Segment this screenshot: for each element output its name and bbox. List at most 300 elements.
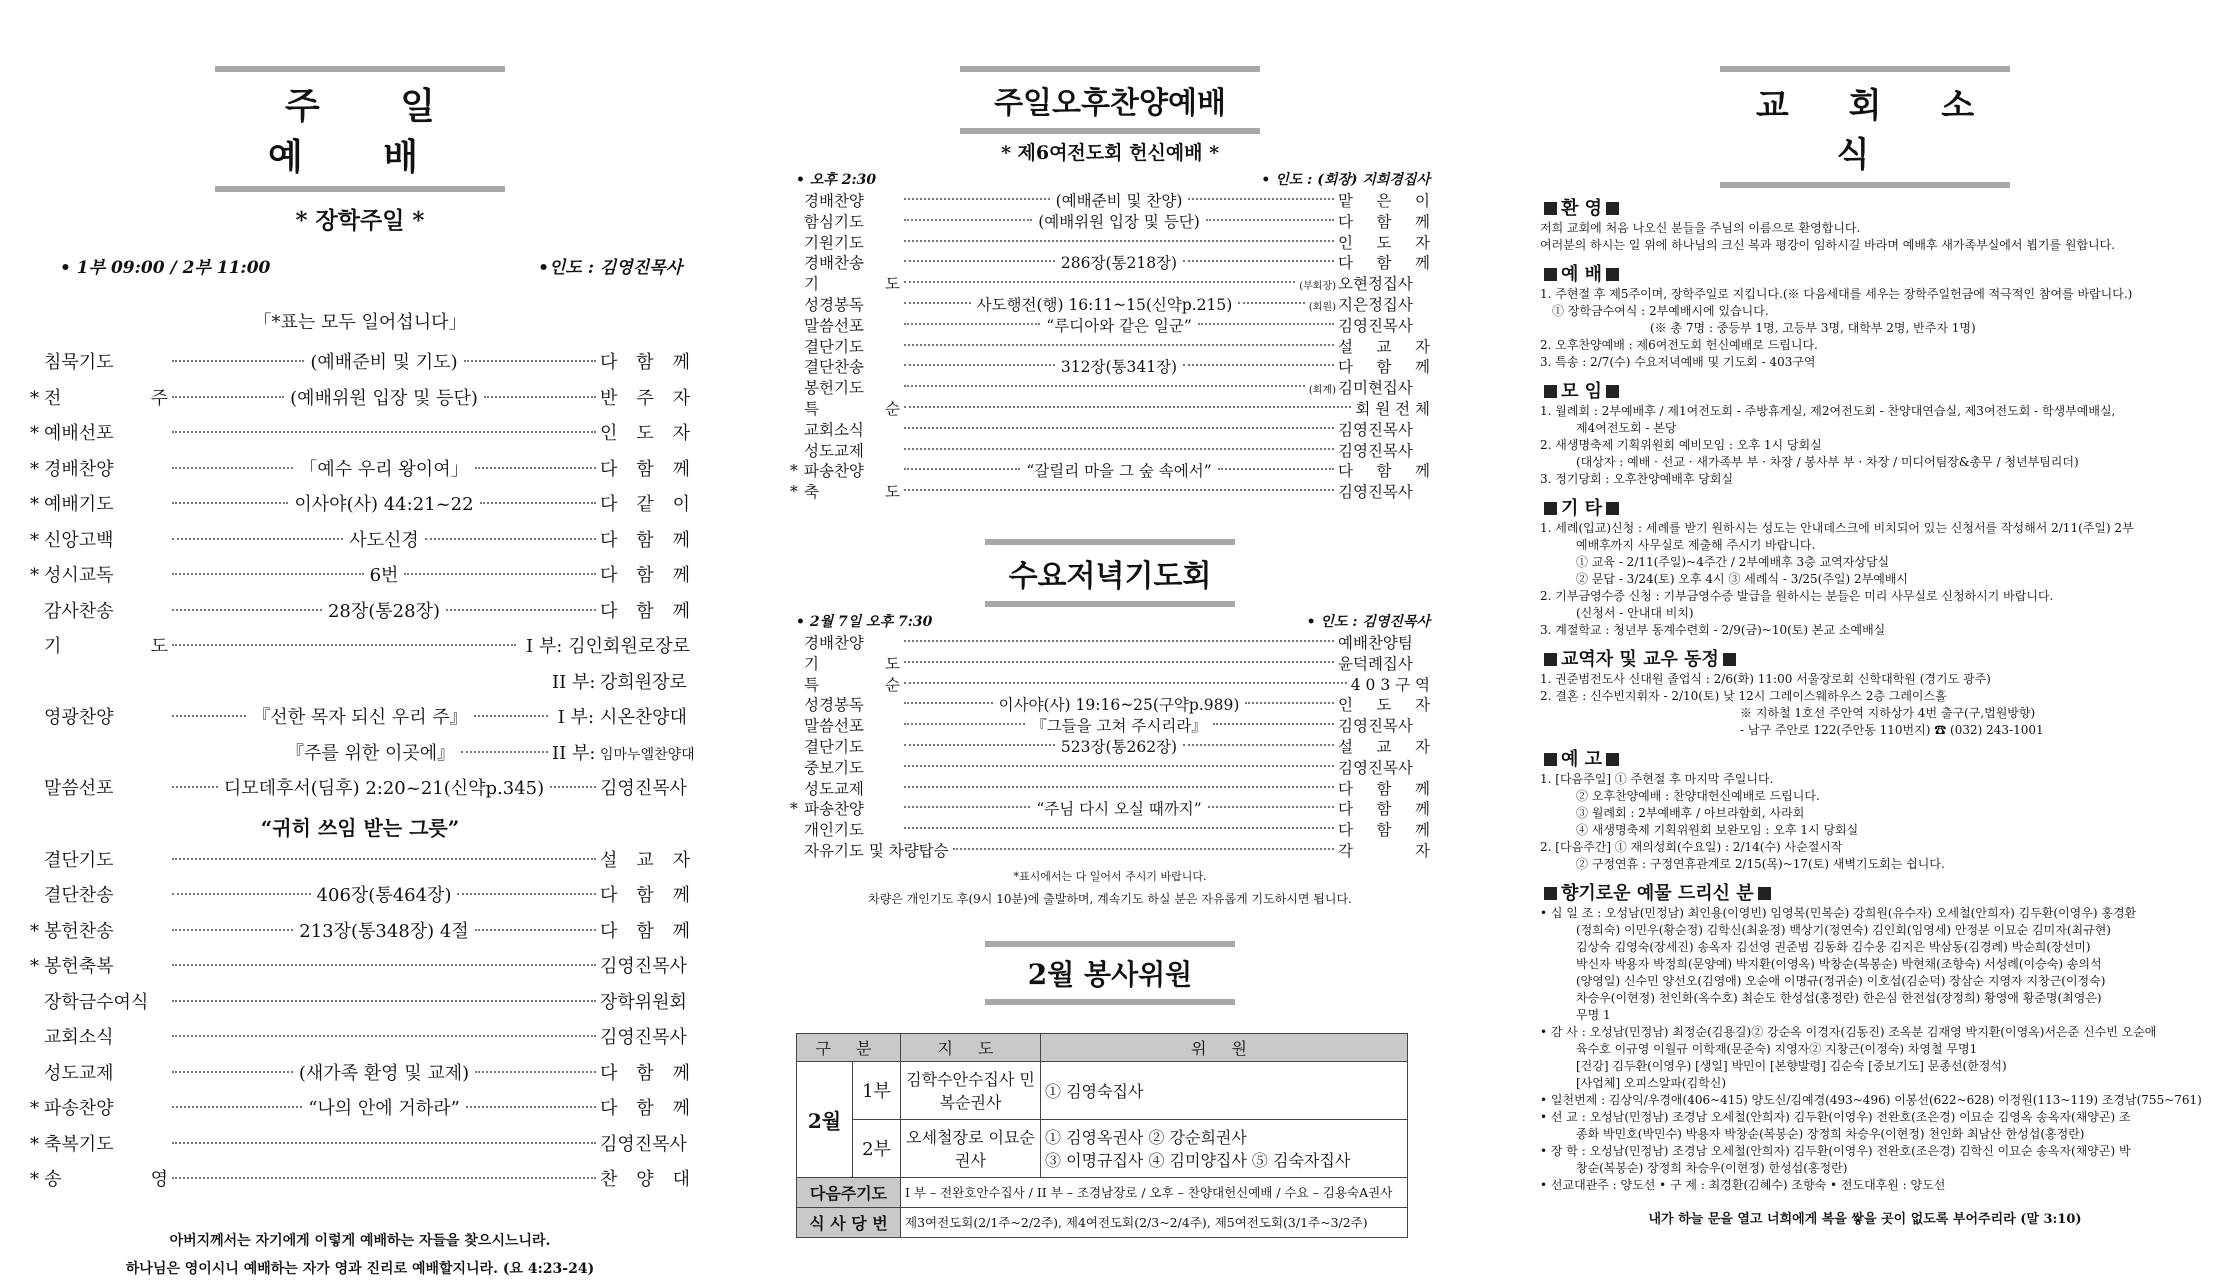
item-person: 다 같 이 xyxy=(600,494,690,515)
church-news-column xyxy=(1540,0,2202,1227)
news-section-heading xyxy=(1540,500,2190,517)
role-label: (회계) xyxy=(1308,385,1336,397)
item-label: 성도교제 xyxy=(804,441,864,460)
order-row xyxy=(30,988,690,1024)
item-person: 다 함 께 xyxy=(600,352,690,373)
item-detail: 28장(통28장) xyxy=(327,600,441,622)
news-section-title: 모 임 xyxy=(1561,381,1603,402)
item-label: 경배찬양 xyxy=(804,633,864,652)
stand-marker: * xyxy=(30,920,39,942)
church-news-title: 교 회 소 식 xyxy=(1755,86,1999,175)
leader-dots xyxy=(475,467,596,469)
news-line: 1. 권준범전도사 신대원 졸업식 : 2/6(화) 11:00 서울장로회 신학대학원 (경기도 광주) xyxy=(1540,672,1991,686)
item-label: 결단기도 xyxy=(44,849,114,871)
wednesday-prayer-title: 수요저녁기도회 xyxy=(1008,558,1212,594)
leader-dots xyxy=(904,468,1020,470)
order-row xyxy=(30,703,690,739)
news-section-heading xyxy=(1540,885,2190,902)
leader-dots xyxy=(1213,723,1334,725)
leader-dots xyxy=(425,538,596,540)
table-next-week-value: I 부 – 전완호안수집사 / II 부 – 조경남장로 / 오후 – 찬양대헌신예배 / 수요 – 김용숙A권사 xyxy=(901,1177,1408,1207)
leader-dots xyxy=(904,640,1334,642)
leader-dots xyxy=(172,360,304,362)
leader-dots xyxy=(1183,364,1334,366)
item-detail: 사도신경 xyxy=(349,529,419,551)
news-line: • 감 사 : 오성남(민정남) 최정순(김용길)② 강순옥 이경자(김동진) 조옥분 김재영 박지환(이영옥)서은준 신수빈 오순애 xyxy=(1540,1025,2157,1039)
item-person: 다 함 께 xyxy=(1338,821,1430,840)
table-part-2-members xyxy=(1041,1119,1408,1177)
item-label: 말씀선포 xyxy=(804,717,864,736)
news-line: 육수호 이규영 이월규 이학재(문준숙) 지영자② 지창근(이정숙) 차영철 무명1 xyxy=(1576,1042,1978,1056)
item-detail: “갈릴리 마을 그 숲 속에서” xyxy=(1026,462,1212,481)
item-label: 성도교제 xyxy=(44,1062,114,1084)
item-person: 각 자 xyxy=(1338,841,1430,860)
news-line: ① 장학금수여식 : 2부예배시에 있습니다. xyxy=(1552,304,1769,318)
order-row xyxy=(30,561,690,597)
stand-marker: * xyxy=(30,1133,39,1155)
square-bullet-icon xyxy=(1606,753,1619,766)
afternoon-time-row xyxy=(790,169,1430,189)
item-person: 김영진목사 xyxy=(1338,441,1413,460)
leader-dots xyxy=(904,281,1295,283)
leader-dots xyxy=(550,786,596,788)
news-section-title: 기 타 xyxy=(1561,498,1603,519)
order-row xyxy=(30,739,695,775)
afternoon-worship-title: 주일오후찬양예배 xyxy=(994,86,1226,121)
item-label: 교회소식 xyxy=(44,1027,114,1048)
item-person: 시온찬양대 xyxy=(600,707,687,728)
square-bullet-icon xyxy=(1606,385,1619,398)
news-line: 3. 특송 : 2/7(수) 수요저녁예배 및 기도회 - 403구역 xyxy=(1540,355,1816,369)
item-label: 결단찬송 xyxy=(804,358,864,377)
order-row xyxy=(30,455,690,491)
item-person: 다 함 께 xyxy=(600,458,691,480)
leader-dots xyxy=(172,1071,293,1073)
leader-dots xyxy=(172,1177,596,1179)
item-person: 인 도 자 xyxy=(600,423,690,444)
item-person: 김인회원로장로 xyxy=(568,636,690,657)
leader-dots xyxy=(475,929,596,931)
stand-marker: * xyxy=(30,494,39,515)
sunday-worship-title-box xyxy=(215,66,505,192)
item-label: 성도교제 xyxy=(804,779,864,798)
table-part-1-members: ① 김영숙집사 xyxy=(1041,1061,1408,1119)
leader-dots xyxy=(1183,260,1334,262)
item-person: 다 함 께 xyxy=(1338,212,1431,231)
news-line: ※ 지하철 1호선 주안역 지하상가 4번 출구(구,법원방향) xyxy=(1740,706,2036,720)
item-person: 김영진목사 xyxy=(600,778,687,799)
square-bullet-icon xyxy=(1544,887,1557,900)
news-line: ② 문답 - 3/24(토) 오후 4시 ③ 세례식 - 3/25(주일) 2부예배시 xyxy=(1576,572,1909,586)
item-label: 봉헌기도 xyxy=(804,379,864,398)
news-line: 김상숙 김영숙(장세진) 송옥자 김선영 권준범 김동화 김수웅 김지은 박삼동(김경례) 박순희(장선미) xyxy=(1576,940,2091,954)
news-line: 차승우(이현정) 천인화(옥수호) 최순도 한성섭(홍정란) 한은심 한전섭(장정희) 황영애 황준명(최영은) xyxy=(1576,991,2102,1005)
item-person: 김영진목사 xyxy=(600,956,687,977)
leader-dots xyxy=(904,260,1055,262)
item-detail: 406장(통464장) xyxy=(316,885,452,906)
leader-dots xyxy=(904,723,1025,725)
order-row xyxy=(790,314,1430,335)
item-detail: 『주를 위한 이곳에』 xyxy=(286,742,456,764)
leader-dots xyxy=(1206,219,1334,221)
news-section-title: 예 배 xyxy=(1561,264,1603,285)
item-detail: 사도행전(행) 16:11~15(신약p.215) xyxy=(976,295,1233,314)
item-person: 김영진목사 xyxy=(1338,717,1413,736)
order-row xyxy=(790,210,1430,231)
item-detail: “주님 다시 오실 때까지” xyxy=(1036,800,1202,819)
item-label: 감사찬송 xyxy=(44,600,114,622)
leader-dots xyxy=(172,786,218,788)
item-label: 결단기도 xyxy=(804,737,864,756)
item-detail: (새가족 환영 및 교제) xyxy=(298,1062,470,1084)
stand-marker: * xyxy=(30,387,39,409)
role-label: (회원) xyxy=(1308,301,1336,313)
item-person: 김영진목사 xyxy=(1338,758,1413,777)
item-label: 개인기도 xyxy=(804,821,864,840)
leader-dots xyxy=(172,1000,596,1002)
news-section xyxy=(1540,883,2202,1194)
order-row xyxy=(790,839,1430,860)
item-person: 설 교 자 xyxy=(1338,737,1430,756)
table-meal-label: 식 사 당 번 xyxy=(797,1207,901,1237)
item-detail: 312장(통341장) xyxy=(1060,358,1178,377)
item-detail: (예배위원 입장 및 등단) xyxy=(1038,212,1200,231)
item-label: 기 도 xyxy=(44,636,168,657)
item-label: 경배찬양 xyxy=(804,192,864,210)
item-detail: 이사야(사) 44:21~22 xyxy=(294,494,474,515)
news-line: (신청서 - 안내대 비치) xyxy=(1576,606,1694,620)
afternoon-worship-theme: * 제6여전도회 헌신예배 * xyxy=(1000,142,1220,164)
item-person: 다 함 께 xyxy=(1338,254,1430,273)
item-label: 파송찬양 xyxy=(44,1098,114,1119)
order-row xyxy=(30,1165,690,1201)
order-row xyxy=(790,693,1430,714)
item-label: 결단기도 xyxy=(804,337,864,356)
item-person: 다 함 께 xyxy=(600,885,691,906)
news-section-title: 예 고 xyxy=(1561,749,1603,770)
order-row xyxy=(30,774,690,810)
item-label: 영광찬양 xyxy=(44,707,114,728)
news-section-title: 향기로운 예물 드리신 분 xyxy=(1561,883,1754,904)
part-label: I 부: xyxy=(525,636,563,657)
leader-dots xyxy=(904,406,1351,408)
order-row xyxy=(790,272,1430,293)
leader-dots xyxy=(172,1106,302,1108)
news-line: 2. 오후찬양예배 : 제6여전도회 헌신예배로 드립니다. xyxy=(1540,338,1818,352)
item-label: 경배찬송 xyxy=(804,254,864,273)
item-person: 다 함 께 xyxy=(600,529,690,551)
square-bullet-icon xyxy=(1758,887,1771,900)
leader-dots xyxy=(172,1142,596,1144)
news-line: 창순(복봉순) 장정희 차승우(이현정) 한성섭(홍정란) xyxy=(1576,1161,1848,1175)
item-detail: (예배위원 입장 및 등단) xyxy=(290,387,478,409)
table-part-2: 2부 xyxy=(853,1119,901,1177)
leader-dots xyxy=(1245,702,1334,704)
order-row xyxy=(30,384,690,420)
item-detail: 523장(통262장) xyxy=(1060,737,1178,756)
news-line: 3. 계절학교 : 청년부 동계수련회 - 2/9(금)~10(토) 본교 소예배실 xyxy=(1540,623,1886,637)
order-row xyxy=(30,419,690,455)
stand-marker: * xyxy=(790,800,798,819)
stand-marker: * xyxy=(30,1098,39,1119)
order-row xyxy=(30,632,690,668)
item-label: 함심기도 xyxy=(804,212,864,231)
scripture-footer xyxy=(30,1227,690,1283)
sunday-worship-column xyxy=(30,0,695,1283)
square-bullet-icon xyxy=(1723,653,1736,666)
news-line: • 장 학 : 오성남(민정남) 조경남 오세철(안희자) 김두환(이영우) 전완호(조은경) 김학신 이묘순 송옥자(채양곤) 박 xyxy=(1540,1144,2131,1158)
leader-dots xyxy=(172,396,284,398)
item-person: 다 함 께 xyxy=(600,600,690,622)
item-person: 김영진목사 xyxy=(1338,420,1413,439)
leader-dots xyxy=(904,489,1334,491)
item-person: 다 함 께 xyxy=(1338,358,1430,377)
square-bullet-icon xyxy=(1544,502,1557,515)
item-detail: 『그들을 고쳐 주시리라』 xyxy=(1031,717,1207,736)
news-line: 여러분의 하시는 일 위에 하나님의 크신 복과 평강이 임하시길 바라며 예배후 새가족부실에서 뵙기를 원합니다. xyxy=(1540,238,2116,252)
item-detail: 213장(통348장) 4절 xyxy=(299,920,469,942)
leader-dots xyxy=(904,344,1334,346)
item-label: 예배선포 xyxy=(44,423,114,444)
stand-note-small: *표시에서는 다 일어서 주시기 바랍니다. xyxy=(1013,869,1207,883)
stand-marker: * xyxy=(30,529,39,551)
leader-dots xyxy=(904,448,1334,450)
news-line: • 선교대관주 : 양도선 • 구 제 : 최경환(김혜수) 조향숙 • 전도대후원 : 양도선 xyxy=(1540,1178,1946,1192)
news-line: • 일천번제 : 김상익/우경애(406~415) 양도신/김예경(493~496) 이봉선(622~628) 이정원(113~119) 조경남(755~761) xyxy=(1540,1093,2202,1107)
leader-dots xyxy=(904,240,1334,242)
item-person: 오현정집사 xyxy=(1338,275,1413,294)
leader-dots xyxy=(904,827,1334,829)
stand-marker: * xyxy=(790,483,798,502)
leader-dots xyxy=(172,644,516,646)
item-label: 특 순 xyxy=(804,399,900,418)
leader-dots xyxy=(904,682,1347,684)
item-detail: 이사야(사) 19:16~25(구약p.989) xyxy=(998,696,1240,715)
leader-dots xyxy=(904,806,1030,808)
news-line: (양영일) 신수민 양선오(김영애) 오순애 이명규(정귀순) 이호섭(김순덕) 장삼순 지영자 지창근(이정숙) xyxy=(1576,974,2106,988)
order-row xyxy=(790,714,1430,735)
leader-dots xyxy=(172,467,293,469)
item-person: 다 함 께 xyxy=(600,1062,691,1084)
table-part-2-lead: 오세철장로 이묘순권사 xyxy=(901,1119,1041,1177)
stand-marker: * xyxy=(30,458,39,480)
news-section-heading xyxy=(1540,383,2190,400)
leader-dots xyxy=(172,929,293,931)
news-line: 무명 1 xyxy=(1576,1008,1611,1022)
item-person: 예배찬양팀 xyxy=(1338,633,1413,652)
leader-dots xyxy=(464,360,596,362)
table-header-members: 위 원 xyxy=(1041,1033,1408,1061)
news-line: (정희숙) 이민우(황순정) 김학신(최윤정) 백상기(정연숙) 김인회(임영세) 안정분 이묘순 김미자(최규현) xyxy=(1576,923,2111,937)
news-section-title: 교역자 및 교우 동정 xyxy=(1561,649,1719,670)
order-row xyxy=(30,1130,690,1166)
news-line: 2. 결혼 : 신수빈지휘자 - 2/10(토) 낮 12시 그레이스웨하우스 2층 그레이스홀 xyxy=(1540,689,1947,703)
leader-dots xyxy=(904,302,971,304)
february-volunteers-title: 2월 봉사위원 xyxy=(1027,957,1193,991)
leader-dots xyxy=(172,858,596,860)
order-row xyxy=(790,652,1430,673)
news-section xyxy=(1540,383,2190,488)
item-label: 중보기도 xyxy=(804,758,864,777)
vehicle-note: 차량은 개인기도 후(9시 10분)에 출발하며, 계속기도 하실 분은 자유롭게 기도하시면 됩니다. xyxy=(868,891,1352,906)
leader-dots xyxy=(446,609,596,611)
item-person: 다 함 께 xyxy=(600,565,690,586)
item-label: 기 도 xyxy=(804,275,900,294)
item-person: 김영진목사 xyxy=(600,1027,687,1048)
leader-dots xyxy=(172,573,364,575)
wednesday-leader: • 인도 : 김영진목사 xyxy=(1306,613,1430,630)
square-bullet-icon xyxy=(1544,385,1557,398)
sermon-title: “귀히 쓰임 받는 그릇” xyxy=(260,815,460,840)
item-label: 기원기도 xyxy=(804,233,864,252)
item-label: 기 도 xyxy=(804,654,900,673)
leader-dots xyxy=(172,609,322,611)
item-label: 축복기도 xyxy=(44,1133,114,1155)
item-person: 찬 양 대 xyxy=(600,1169,690,1190)
item-person: 다 함 께 xyxy=(600,920,691,942)
table-part-1: 1부 xyxy=(853,1061,901,1119)
leader-dots xyxy=(904,744,1055,746)
item-label: 말씀선포 xyxy=(804,316,864,335)
item-detail: 「예수 우리 왕이여」 xyxy=(299,458,469,480)
item-label: 축 도 xyxy=(804,483,900,502)
leader-dots xyxy=(904,702,993,704)
leader-dots xyxy=(172,715,246,717)
item-label: 침묵기도 xyxy=(44,352,114,373)
item-person: 설 교 자 xyxy=(1338,337,1430,356)
sunday-worship-title: 주 일 예 배 xyxy=(267,85,470,178)
square-bullet-icon xyxy=(1606,502,1619,515)
wednesday-order xyxy=(790,631,1430,860)
order-row xyxy=(790,673,1430,694)
leader-dots xyxy=(172,538,343,540)
order-row xyxy=(790,376,1430,397)
wednesday-prayer-title-box xyxy=(985,539,1235,607)
item-person: 맡 은 이 xyxy=(1338,192,1431,210)
leader-dots xyxy=(904,765,1334,767)
order-row xyxy=(30,846,690,882)
order-row xyxy=(790,777,1430,798)
leader-dots xyxy=(172,893,311,895)
service-time-row xyxy=(30,253,690,278)
leader-dots xyxy=(1198,323,1334,325)
item-person: 다 함 께 xyxy=(1338,800,1431,819)
news-line: (대상자 : 예배 · 선교 · 새가족부 부 · 차장 / 봉사부 부 · 차장 / 미디어팀장&총무 / 청년부팀리더) xyxy=(1576,455,2079,469)
part-label: II 부: xyxy=(552,742,596,764)
order-row xyxy=(790,797,1430,818)
news-line: ④ 새생명축제 기획위원회 보완모임 : 오후 1시 당회실 xyxy=(1576,823,1859,837)
order-row xyxy=(30,1023,690,1059)
news-line: 1. 월례회 : 2부예배후 / 제1여전도회 - 주방휴게실, 제2여전도회 - 찬양대연습실, 제3여전도회 - 학생부예배실, xyxy=(1540,404,2116,418)
square-bullet-icon xyxy=(1544,268,1557,281)
item-label: 성경봉독 xyxy=(804,295,864,314)
table-part-2-members-line1: ① 김영옥권사 ② 강순희권사 xyxy=(1045,1128,1247,1148)
item-label: 송 영 xyxy=(44,1169,168,1190)
afternoon-leader: • 인도 : (회장) 지희경집사 xyxy=(1261,172,1430,188)
leader-dots xyxy=(904,323,1040,325)
news-section-heading xyxy=(1540,266,2190,283)
news-line: 제4여전도회 - 본당 xyxy=(1576,421,1677,435)
stand-marker: * xyxy=(30,1169,39,1190)
news-section xyxy=(1540,751,2190,873)
news-section-title: 환 영 xyxy=(1561,198,1603,219)
item-person: 윤덕례집사 xyxy=(1338,654,1413,673)
leader-dots xyxy=(172,431,596,433)
leader-dots xyxy=(1208,806,1334,808)
item-person: 장학위원회 xyxy=(600,991,687,1013)
february-volunteers-title-box xyxy=(985,941,1235,1005)
item-detail: 286장(통218장) xyxy=(1060,254,1178,273)
leader-dots xyxy=(461,751,548,753)
leader-dots xyxy=(1188,198,1334,200)
item-person: 회 원 전 체 xyxy=(1355,399,1430,418)
leader-dots xyxy=(904,786,1334,788)
leader-dots xyxy=(475,1071,596,1073)
item-detail: “나의 안에 거하라” xyxy=(308,1098,460,1119)
leader-dots xyxy=(904,427,1334,429)
table-next-week-label: 다음주기도 xyxy=(797,1177,901,1207)
item-person: 김영진목사 xyxy=(600,1133,687,1155)
scripture-line-2: 하나님은 영이시니 예배하는 자가 영과 진리로 예배할지니라. (요 4:23-24) xyxy=(125,1260,595,1277)
news-line: 예배후까지 사무실로 제출해 주시기 바랍니다. xyxy=(1576,538,1816,552)
table-meal-value: 제3여전도회(2/1주~2/2주), 제4여전도회(2/3~2/4주), 제5여전도회(3/1주~3/2주) xyxy=(901,1207,1408,1237)
order-row xyxy=(30,917,690,953)
item-label: 말씀선포 xyxy=(44,778,114,799)
wednesday-time-row xyxy=(790,611,1430,631)
news-line: ② 오후찬양예배 : 찬양대헌신예배로 드립니다. xyxy=(1576,789,1820,803)
scholarship-sunday-theme: * 장학주일 * xyxy=(295,207,425,234)
leader-dots xyxy=(457,893,596,895)
item-label: 성경봉독 xyxy=(804,696,864,715)
item-label: 파송찬양 xyxy=(804,800,864,819)
stand-marker: * xyxy=(30,956,39,977)
church-news-title-box xyxy=(1720,66,2010,188)
item-person: 다 함 께 xyxy=(600,1098,691,1119)
item-person: 임마누엘찬양대 xyxy=(600,746,695,763)
stand-marker: * xyxy=(30,423,39,444)
news-section-heading xyxy=(1540,651,2190,668)
service-leader: •인도 : 김영진목사 xyxy=(538,258,682,278)
table-part-1-lead: 김학수안수집사 민복순권사 xyxy=(901,1061,1041,1119)
leader-dots xyxy=(466,1106,596,1108)
table-month: 2월 xyxy=(797,1061,853,1177)
leader-dots xyxy=(904,385,1305,387)
order-row xyxy=(790,355,1430,376)
leader-dots xyxy=(1238,302,1305,304)
news-section-heading xyxy=(1540,200,2190,217)
leader-dots xyxy=(904,364,1055,366)
order-row xyxy=(790,756,1430,777)
order-of-worship xyxy=(30,348,695,1201)
item-person: 김미현집사 xyxy=(1338,379,1413,398)
order-row xyxy=(790,459,1430,480)
item-label: 파송찬양 xyxy=(804,462,864,481)
news-line: (※ 총 7명 : 중등부 1명, 고등부 3명, 대학부 2명, 반주자 1명) xyxy=(1650,321,1976,335)
order-row xyxy=(30,348,690,384)
square-bullet-icon xyxy=(1544,753,1557,766)
news-line: - 남구 주안로 122(주안동 110번지) ☎ (032) 243-1001 xyxy=(1740,723,2044,737)
table-header-lead: 지 도 xyxy=(901,1033,1041,1061)
leader-dots xyxy=(904,198,1050,200)
item-label: 결단찬송 xyxy=(44,885,114,906)
news-section xyxy=(1540,266,2190,371)
order-row xyxy=(30,490,690,526)
stand-marker: * xyxy=(790,462,798,481)
news-line: 1. [다음주일] ① 주현절 후 마지막 주일니다. xyxy=(1540,772,1774,786)
order-row xyxy=(30,1059,690,1095)
item-person: 인 도 자 xyxy=(1338,233,1430,252)
square-bullet-icon xyxy=(1544,202,1557,215)
